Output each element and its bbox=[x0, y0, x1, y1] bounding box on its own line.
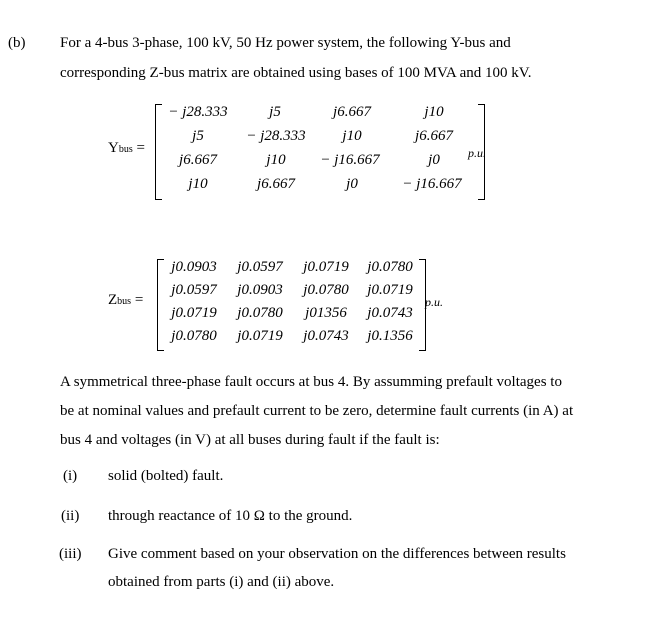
zbus-cell: j0.0597 bbox=[171, 282, 217, 298]
zbus-cell: j0.0719 bbox=[303, 259, 349, 275]
item-ii-text: through reactance of 10 Ω to the ground. bbox=[108, 508, 353, 524]
item-i-text: solid (bolted) fault. bbox=[108, 468, 224, 484]
item-i-label: (i) bbox=[63, 468, 78, 484]
fault-line-1: A symmetrical three-phase fault occurs at bus 4. By assumming prefault voltages to bbox=[60, 374, 562, 390]
ybus-label-sub: bus bbox=[118, 144, 133, 155]
ybus-cell: j6.667 bbox=[333, 104, 371, 120]
ybus-cell: j6.667 bbox=[415, 128, 453, 144]
item-iii-text: Give comment based on your observation on the differences between results bbox=[108, 546, 566, 562]
zbus-cell: j0.0780 bbox=[171, 328, 217, 344]
zbus-equals: = bbox=[134, 292, 144, 308]
zbus-label bbox=[108, 292, 143, 309]
ybus-cell: j5 bbox=[269, 104, 281, 120]
item-iii-text-2: obtained from parts (i) and (ii) above. bbox=[108, 574, 335, 590]
ybus-label-main: Y bbox=[108, 140, 119, 156]
ybus-cell: j0 bbox=[346, 176, 358, 192]
ybus-cell: − j16.667 bbox=[320, 152, 380, 168]
ybus-cell: − j16.667 bbox=[402, 176, 462, 192]
zbus-label-sub: bus bbox=[117, 296, 132, 307]
zbus-cell: j0.1356 bbox=[367, 328, 413, 344]
ybus-cell: j0 bbox=[428, 152, 440, 168]
ybus-label bbox=[108, 140, 145, 157]
zbus-label-main: Z bbox=[108, 292, 118, 308]
ybus-unit: p.u. bbox=[468, 146, 486, 160]
zbus-unit: p.u. bbox=[425, 295, 443, 309]
ybus-cell: j10 bbox=[266, 152, 286, 168]
zbus-cell: j0.0597 bbox=[237, 259, 283, 275]
zbus-cell: j01356 bbox=[305, 305, 347, 321]
item-ii-label: (ii) bbox=[61, 508, 80, 524]
fault-line-3: bus 4 and voltages (in V) at all buses during fault if the fault is: bbox=[60, 432, 440, 448]
zbus-cell: j0.0743 bbox=[367, 305, 413, 321]
zbus-cell: j0.0780 bbox=[303, 282, 349, 298]
ybus-cell: j10 bbox=[342, 128, 362, 144]
item-iii-label: (iii) bbox=[59, 546, 82, 562]
intro-line-2: corresponding Z-bus matrix are obtained using bases of 100 MVA and 100 kV. bbox=[60, 65, 532, 81]
ybus-cell: j6.667 bbox=[179, 152, 217, 168]
zbus-cell: j0.0780 bbox=[237, 305, 283, 321]
ybus-cell: j10 bbox=[188, 176, 208, 192]
zbus-cell: j0.0903 bbox=[237, 282, 283, 298]
ybus-cell: − j28.333 bbox=[168, 104, 228, 120]
fault-line-2: be at nominal values and prefault current to be zero, determine fault currents (in A) at bbox=[60, 403, 574, 419]
zbus-cell: j0.0719 bbox=[367, 282, 413, 298]
ybus-cell: − j28.333 bbox=[246, 128, 306, 144]
zbus-cell: j0.0903 bbox=[171, 259, 217, 275]
zbus-cell: j0.0719 bbox=[171, 305, 217, 321]
ybus-cell: j6.667 bbox=[257, 176, 295, 192]
zbus-cell: j0.0719 bbox=[237, 328, 283, 344]
ybus-cell: j10 bbox=[424, 104, 444, 120]
intro-line-1: For a 4-bus 3-phase, 100 kV, 50 Hz power system, the following Y-bus and bbox=[60, 35, 511, 51]
zbus-cell: j0.0780 bbox=[367, 259, 413, 275]
ybus-equals: = bbox=[136, 140, 145, 156]
part-label: (b) bbox=[8, 35, 26, 51]
zbus-cell: j0.0743 bbox=[303, 328, 349, 344]
ybus-cell: j5 bbox=[192, 128, 204, 144]
